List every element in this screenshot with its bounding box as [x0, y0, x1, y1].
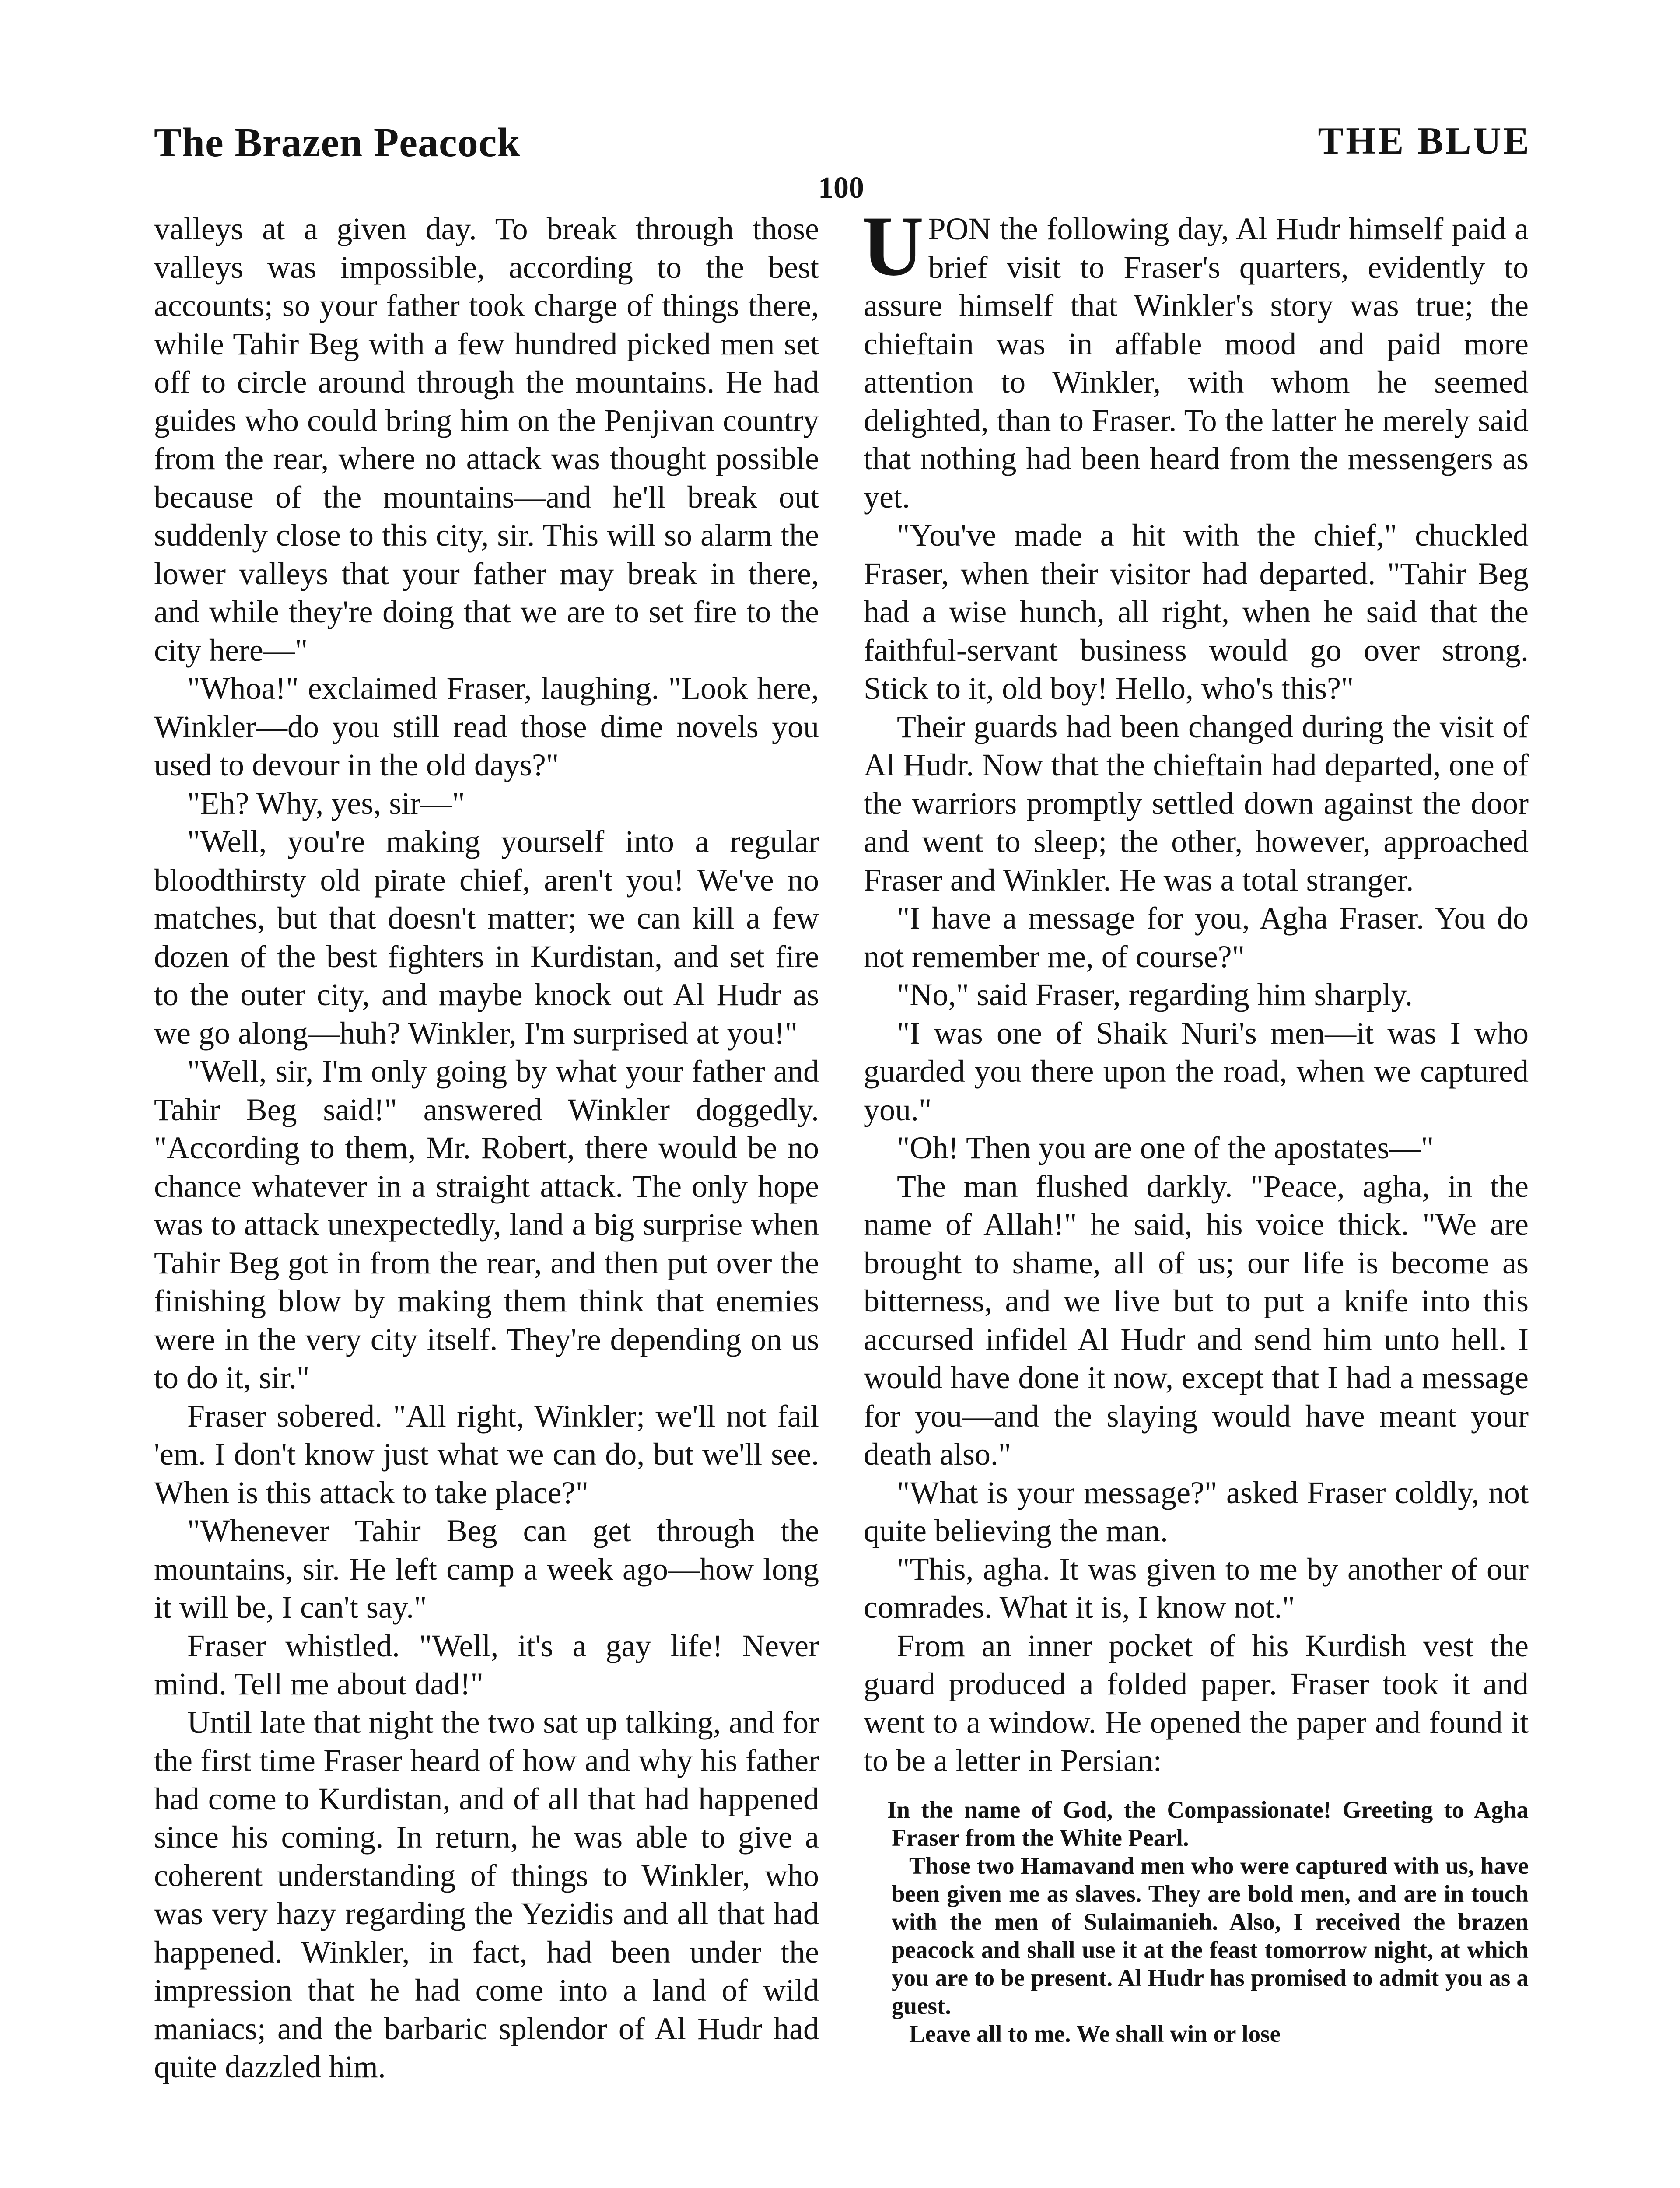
persian-letter: [864, 1796, 1529, 2048]
paragraph: "Eh? Why, yes, sir—": [187, 785, 465, 821]
page-number: 100: [818, 171, 864, 205]
paragraph: "I was one of Shaik Nuri's men—it was I who guarded you there upon the road, when we captured you.": [864, 1015, 1529, 1127]
paragraph: "What is your message?" asked Fraser coldly, not quite believing the man.: [864, 1475, 1529, 1548]
paragraph: "This, agha. It was given to me by another of our comrades. What it is, I know not.": [864, 1551, 1529, 1625]
paragraph: "Well, sir, I'm only going by what your father and Tahir Beg said!" answered Winkler doggedly. "According to them, Mr. Robert, there would be no chance whatever in a straight attack. The only hope was to attack unexpectedly, land a big surprise when Tahir Beg got in from the rear, and then put over the finishing blow by making them think that enemies were in the very city itself. They're depending on us to do it, sir.": [154, 1054, 819, 1395]
letter-paragraph: In the name of God, the Compassionate! Greeting to Agha Fraser from the White Pearl.: [887, 1796, 1529, 1851]
paragraph: Their guards had been changed during the visit of Al Hudr. Now that the chieftain had departed, one of the warriors promptly settled down against the door and went to sleep; the other, however, approached Fraser and Winkler. He was a total stranger.: [864, 709, 1529, 898]
story-title: The Brazen Peacock: [154, 120, 521, 165]
paragraph: Fraser whistled. "Well, it's a gay life! Never mind. Tell me about dad!": [154, 1628, 819, 1701]
right-column: [862, 199, 1529, 2048]
paragraph: "Whenever Tahir Beg can get through the mountains, sir. He left camp a week ago—how long it will be, I can't say.": [154, 1513, 819, 1625]
paragraph: "Oh! Then you are one of the apostates—": [897, 1130, 1434, 1165]
paragraph: "I have a message for you, Agha Fraser. You do not remember me, of course?": [864, 901, 1529, 974]
paragraph: "No," said Fraser, regarding him sharply.: [897, 977, 1413, 1012]
letter-paragraph: Those two Hamavand men who were captured with us, have been given me as slaves. They are bold men, and are in touch with the men of Sulaimanieh. Also, I received the brazen peacock and shall use it at the feast tomorrow night, at which you are to be present. Al Hudr has promised to admit you as a guest.: [892, 1852, 1529, 2019]
opening-paragraph: [862, 199, 1529, 516]
magazine-title: THE BLUE: [1318, 120, 1531, 162]
paragraph: valleys at a given day. To break through those valleys was impossible, according to the best accounts; so your father took charge of things there, while Tahir Beg with a few hundred picked men set off to circle around through the mountains. He had guides who could bring him on the Penjivan country from the rear, where no attack was thought possible because of the mountains—and he'll break out suddenly close to this city, sir. This will so alarm the lower valleys that your father may break in there, and while they're doing that we are to set fire to the city here—": [154, 211, 819, 668]
paragraph: "You've made a hit with the chief," chuckled Fraser, when their visitor had departed. "Tahir Beg had a wise hunch, all right, when he said that the faithful-servant business would go over strong. Stick to it, old boy! Hello, who's this?": [864, 518, 1529, 706]
paragraph: From an inner pocket of his Kurdish vest the guard produced a folded paper. Fraser took it and went to a window. He opened the paper and found it to be a letter in Persian:: [864, 1628, 1529, 1778]
letter-paragraph: Leave all to me. We shall win or lose: [909, 2020, 1281, 2047]
paragraph: "Whoa!" exclaimed Fraser, laughing. "Look here, Winkler—do you still read those dime novels you used to devour in the old days?": [154, 671, 819, 782]
opening-text: PON the following day, Al Hudr himself paid a brief visit to Fraser's quarters, evidently to assure himself that Winkler's story was true; the chieftain was in affable mood and paid more attention to Winkler, with whom he seemed delighted, than to Fraser. To the latter he merely said that nothing had been heard from the messengers as yet.: [864, 211, 1529, 515]
left-column: [154, 210, 819, 2086]
paragraph: The man flushed darkly. "Peace, agha, in the name of Allah!" he said, his voice thick. "We are brought to shame, all of us; our life is become as bitterness, and we live but to put a knife into this accursed infidel Al Hudr and send him unto hell. I would have done it now, except that I had a message for you—and the slaying would have meant your death also.": [864, 1168, 1529, 1472]
drop-cap: U: [862, 199, 924, 294]
paragraph: "Well, you're making yourself into a regular bloodthirsty old pirate chief, aren't you! We've no matches, but that doesn't matter; we can kill a few dozen of the best fighters in Kurdistan, and set fire to the outer city, and maybe knock out Al Hudr as we go along—huh? Winkler, I'm surprised at you!": [154, 824, 819, 1051]
paragraph: Fraser sobered. "All right, Winkler; we'll not fail 'em. I don't know just what we can do, but we'll see. When is this attack to take place?": [154, 1398, 819, 1510]
paragraph: Until late that night the two sat up talking, and for the first time Fraser heard of how and why his father had come to Kurdistan, and of all that had happened since his coming. In return, he was able to give a coherent understanding of things to Winkler, who was very hazy regarding the Yezidis and all that had happened. Winkler, in fact, had been under the impression that he had come into a land of wild maniacs; and the barbaric splendor of Al Hudr had quite dazzled him.: [154, 1704, 819, 2084]
